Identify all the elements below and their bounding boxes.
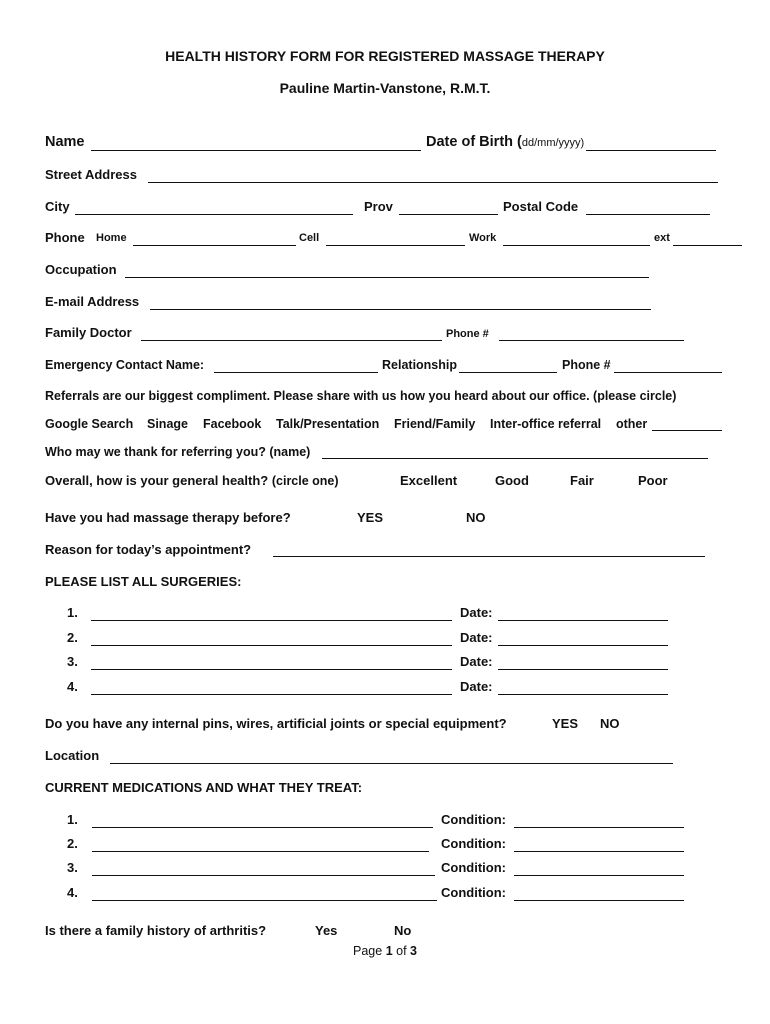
medication-condition-label: Condition: [441,860,506,875]
referrer-field[interactable] [322,458,708,459]
medication-field[interactable] [92,900,437,901]
location-label: Location [45,748,100,763]
phone-cell-label: Cell [299,232,320,244]
surgery-field[interactable] [91,620,452,621]
referral-other-field[interactable] [652,430,722,431]
email-field[interactable] [150,309,651,310]
medication-number: 1. [67,812,78,827]
health-question: Overall, how is your general health? (circle one) [45,473,339,488]
medication-field[interactable] [92,851,429,852]
surgery-date-label: Date: [460,630,493,645]
surgeries-heading: PLEASE LIST ALL SURGERIES: [45,574,242,589]
dob-label: Date of Birth (dd/mm/yyyy) [426,134,585,150]
medication-condition-label: Condition: [441,885,506,900]
page-number: Page 1 of 3 [353,944,417,958]
location-field[interactable] [110,763,673,764]
street-field[interactable] [148,182,718,183]
medication-number: 4. [67,885,78,900]
medication-condition-label: Condition: [441,836,506,851]
relationship-label: Relationship [382,358,458,372]
city-field[interactable] [75,214,353,215]
emergency-label: Emergency Contact Name: [45,358,205,372]
phone-work-field[interactable] [503,245,650,246]
name-label: Name [45,134,85,150]
form-subtitle: Pauline Martin-Vanstone, R.M.T. [279,80,491,96]
emergency-phone-label: Phone # [562,358,611,372]
medication-condition-field[interactable] [514,900,684,901]
health-option-good[interactable]: Good [495,473,529,488]
phone-label: Phone [45,230,85,245]
reason-label: Reason for today’s appointment? [45,542,252,557]
medication-condition-field[interactable] [514,827,684,828]
referral-option-other[interactable]: other [616,417,648,431]
medication-condition-field[interactable] [514,851,684,852]
surgery-date-field[interactable] [498,645,668,646]
emergency-phone-field[interactable] [614,372,722,373]
reason-field[interactable] [273,556,705,557]
implants-yes[interactable]: YES [552,716,579,731]
implants-question: Do you have any internal pins, wires, artificial joints or special equipment? [45,716,507,731]
surgery-number: 3. [67,654,78,669]
medication-number: 2. [67,836,78,851]
prov-label: Prov [364,199,393,214]
medication-condition-label: Condition: [441,812,506,827]
occupation-field[interactable] [125,277,649,278]
doctor-phone-label: Phone # [446,328,489,340]
prov-field[interactable] [399,214,498,215]
medications-heading: CURRENT MEDICATIONS AND WHAT THEY TREAT: [45,780,363,795]
referral-option-sinage[interactable]: Sinage [147,417,188,431]
health-option-poor[interactable]: Poor [638,473,668,488]
phone-work-label: Work [469,232,497,244]
referral-option-interoffice[interactable]: Inter-office referral [490,417,602,431]
referrals-prompt: Referrals are our biggest compliment. Please share with us how you heard about our office. (please circle) [45,389,677,403]
surgery-field[interactable] [91,669,452,670]
referral-option-friend[interactable]: Friend/Family [394,417,476,431]
city-label: City [45,199,70,214]
massage-question: Have you had massage therapy before? [45,510,291,525]
phone-home-field[interactable] [133,245,296,246]
surgery-number: 2. [67,630,78,645]
phone-ext-field[interactable] [673,245,742,246]
surgery-date-label: Date: [460,679,493,694]
phone-home-label: Home [96,232,127,244]
surgery-date-field[interactable] [498,694,668,695]
emergency-field[interactable] [214,372,378,373]
email-label: E-mail Address [45,294,140,309]
massage-no[interactable]: NO [466,510,486,525]
referrer-label: Who may we thank for referring you? (name) [45,445,311,459]
surgery-date-field[interactable] [498,620,668,621]
medication-field[interactable] [92,875,435,876]
phone-ext-label: ext [654,232,670,244]
postal-field[interactable] [586,214,710,215]
surgery-number: 4. [67,679,78,694]
phone-cell-field[interactable] [326,245,465,246]
health-option-excellent[interactable]: Excellent [400,473,458,488]
massage-yes[interactable]: YES [357,510,384,525]
referral-option-facebook[interactable]: Facebook [203,417,262,431]
form-title: HEALTH HISTORY FORM FOR REGISTERED MASSAGE THERAPY [165,48,605,64]
occupation-label: Occupation [45,262,117,277]
surgery-date-label: Date: [460,605,493,620]
implants-no[interactable]: NO [600,716,620,731]
doctor-field[interactable] [141,340,442,341]
medication-number: 3. [67,860,78,875]
medication-field[interactable] [92,827,433,828]
medication-condition-field[interactable] [514,875,684,876]
postal-label: Postal Code [503,199,579,214]
dob-field[interactable] [586,150,716,151]
surgery-date-label: Date: [460,654,493,669]
arthritis-yes[interactable]: Yes [315,923,338,938]
surgery-field[interactable] [91,694,452,695]
street-label: Street Address [45,167,137,182]
arthritis-no[interactable]: No [394,923,412,938]
surgery-number: 1. [67,605,78,620]
surgery-field[interactable] [91,645,452,646]
doctor-label: Family Doctor [45,325,132,340]
health-option-fair[interactable]: Fair [570,473,594,488]
relationship-field[interactable] [459,372,557,373]
surgery-date-field[interactable] [498,669,668,670]
referral-option-talk[interactable]: Talk/Presentation [276,417,380,431]
referral-option-google[interactable]: Google Search [45,417,134,431]
arthritis-question: Is there a family history of arthritis? [45,923,267,938]
name-field[interactable] [91,150,421,151]
doctor-phone-field[interactable] [499,340,684,341]
